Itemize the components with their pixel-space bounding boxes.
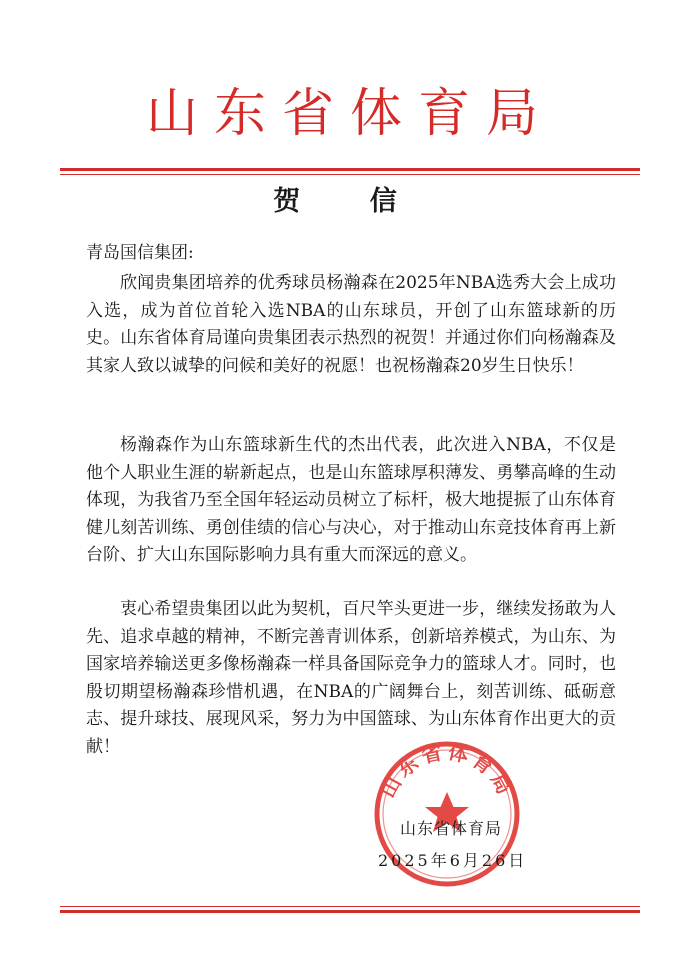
document-title: 贺 信 — [273, 186, 427, 217]
letterhead-red-rule-thick — [60, 168, 640, 171]
footer-red-rule-thin — [60, 906, 640, 907]
body-paragraph-2: 杨瀚森作为山东篮球新生代的杰出代表，此次进入NBA，不仅是他个人职业生涯的崭新起点，也是山东篮球厚积薄发、勇攀高峰的生动体现，为我省乃至全国年轻运动员树立了标杆，极大地提振了山东体育健儿刻苦训练、勇创佳绩的信心与决心，对于推动山东竞技体育再上新台阶、扩大山东国际影响力具有重大而深远的意义。 — [86, 435, 616, 566]
footer-red-rule-thick — [60, 910, 640, 913]
body-paragraph-3: 衷心希望贵集团以此为契机，百尺竿头更进一步，继续发扬敢为人先、追求卓越的精神，不断完善青训体系，创新培养模式，为山东、为国家培养输送更多像杨瀚森一样具备国际竞争力的篮球人才。同时，也殷切期望杨瀚森珍惜机遇，在NBA的广阔舞台上，刻苦训练、砥砺意志、提升球技、展现风采，努力为中国篮球、为山东体育作出更大的贡献！ — [86, 599, 616, 757]
body-paragraph-1: 欣闻贵集团培养的优秀球员杨瀚森在2025年NBA选秀大会上成功入选，成为首位首轮入选NBA的山东球员，开创了山东篮球新的历史。山东省体育局谨向贵集团表示热烈的祝贺！并通过你们向杨瀚森及其家人致以诚挚的问候和美好的祝愿！也祝杨瀚森20岁生日快乐！ — [86, 273, 616, 376]
letterhead-title: 山东省体育局 — [145, 84, 554, 144]
svg-text:山东省体育局: 山东省体育局 — [375, 740, 519, 802]
salutation: 青岛国信集团: — [86, 243, 194, 263]
signature-date: 2025年6月26日 — [378, 851, 528, 870]
letterhead-red-rule-thin — [60, 174, 640, 175]
signature-issuer: 山东省体育局 — [400, 819, 503, 838]
